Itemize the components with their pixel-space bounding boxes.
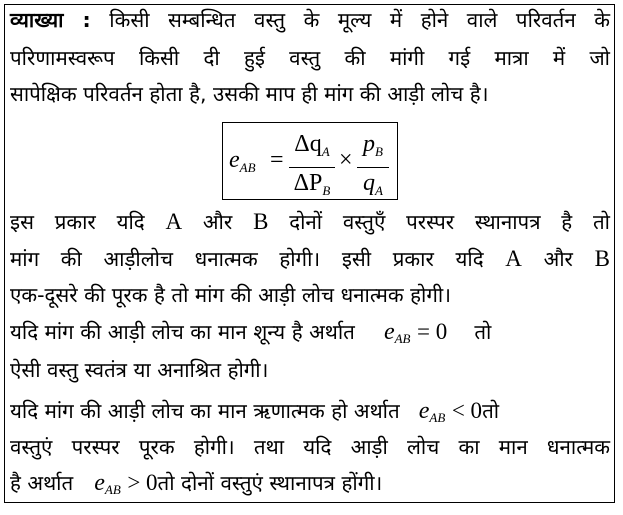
fraction-delta: $\Delta q_A$ $\Delta P_B$ xyxy=(289,129,335,206)
para1-line3: सापेक्षिक परिवर्तन होता है, उसकी माप ही मांग की आड़ी लोच है। xyxy=(10,82,489,106)
para1-line1 xyxy=(10,6,610,34)
para2-line1: इस प्रकार यदि A और B दोनों वस्तुएँ परस्पर स्थानापत्र है तो xyxy=(10,209,610,234)
para4-line1: यदि मांग की आड़ी लोच का मान ऋणात्मक हो अर्थात $e_{AB}$ < 0तो xyxy=(10,398,500,425)
para3-line2: ऐसी वस्तु स्वतंत्र या अनाश्रित होगी। xyxy=(10,358,269,382)
para1-line2: परिणामस्वरूप किसी दी हुई वस्तु की मांगी गई मात्रा में जो xyxy=(10,46,610,70)
para2-line2: मांग की आड़ीलोच धनात्मक होगी। इसी प्रकार यदि A और B xyxy=(10,246,610,271)
para4-line3: है अर्थात $e_{AB}$ > 0तो दोनों वस्तुएं स्थानापत्र होंगी। xyxy=(10,470,383,497)
formula-times: × xyxy=(339,147,353,173)
formula-equals: = xyxy=(270,147,284,173)
heading: व्याख्या : xyxy=(10,8,91,32)
para3-line1: यदि मांग की आड़ी लोच का मान शून्य है अर्थात $e_{AB} = 0$ तो xyxy=(10,319,492,346)
para1-line1-text: किसी सम्बन्धित वस्तु के मूल्य में होने वाले परिवर्तन के xyxy=(109,8,610,32)
cross-elasticity-formula xyxy=(222,122,398,200)
para4-line2: वस्तुएं परस्पर पूरक होगी। तथा यदि आड़ी लोच का मान धनात्मक xyxy=(10,435,610,459)
formula-lhs: $e_{AB}$ xyxy=(229,147,256,175)
fraction-price-quantity: $p_B$ $q_A$ xyxy=(357,129,389,206)
para2-line3: एक-दूसरे की पूरक है तो मांग की आड़ी लोच धनात्मक होगी। xyxy=(10,283,451,307)
